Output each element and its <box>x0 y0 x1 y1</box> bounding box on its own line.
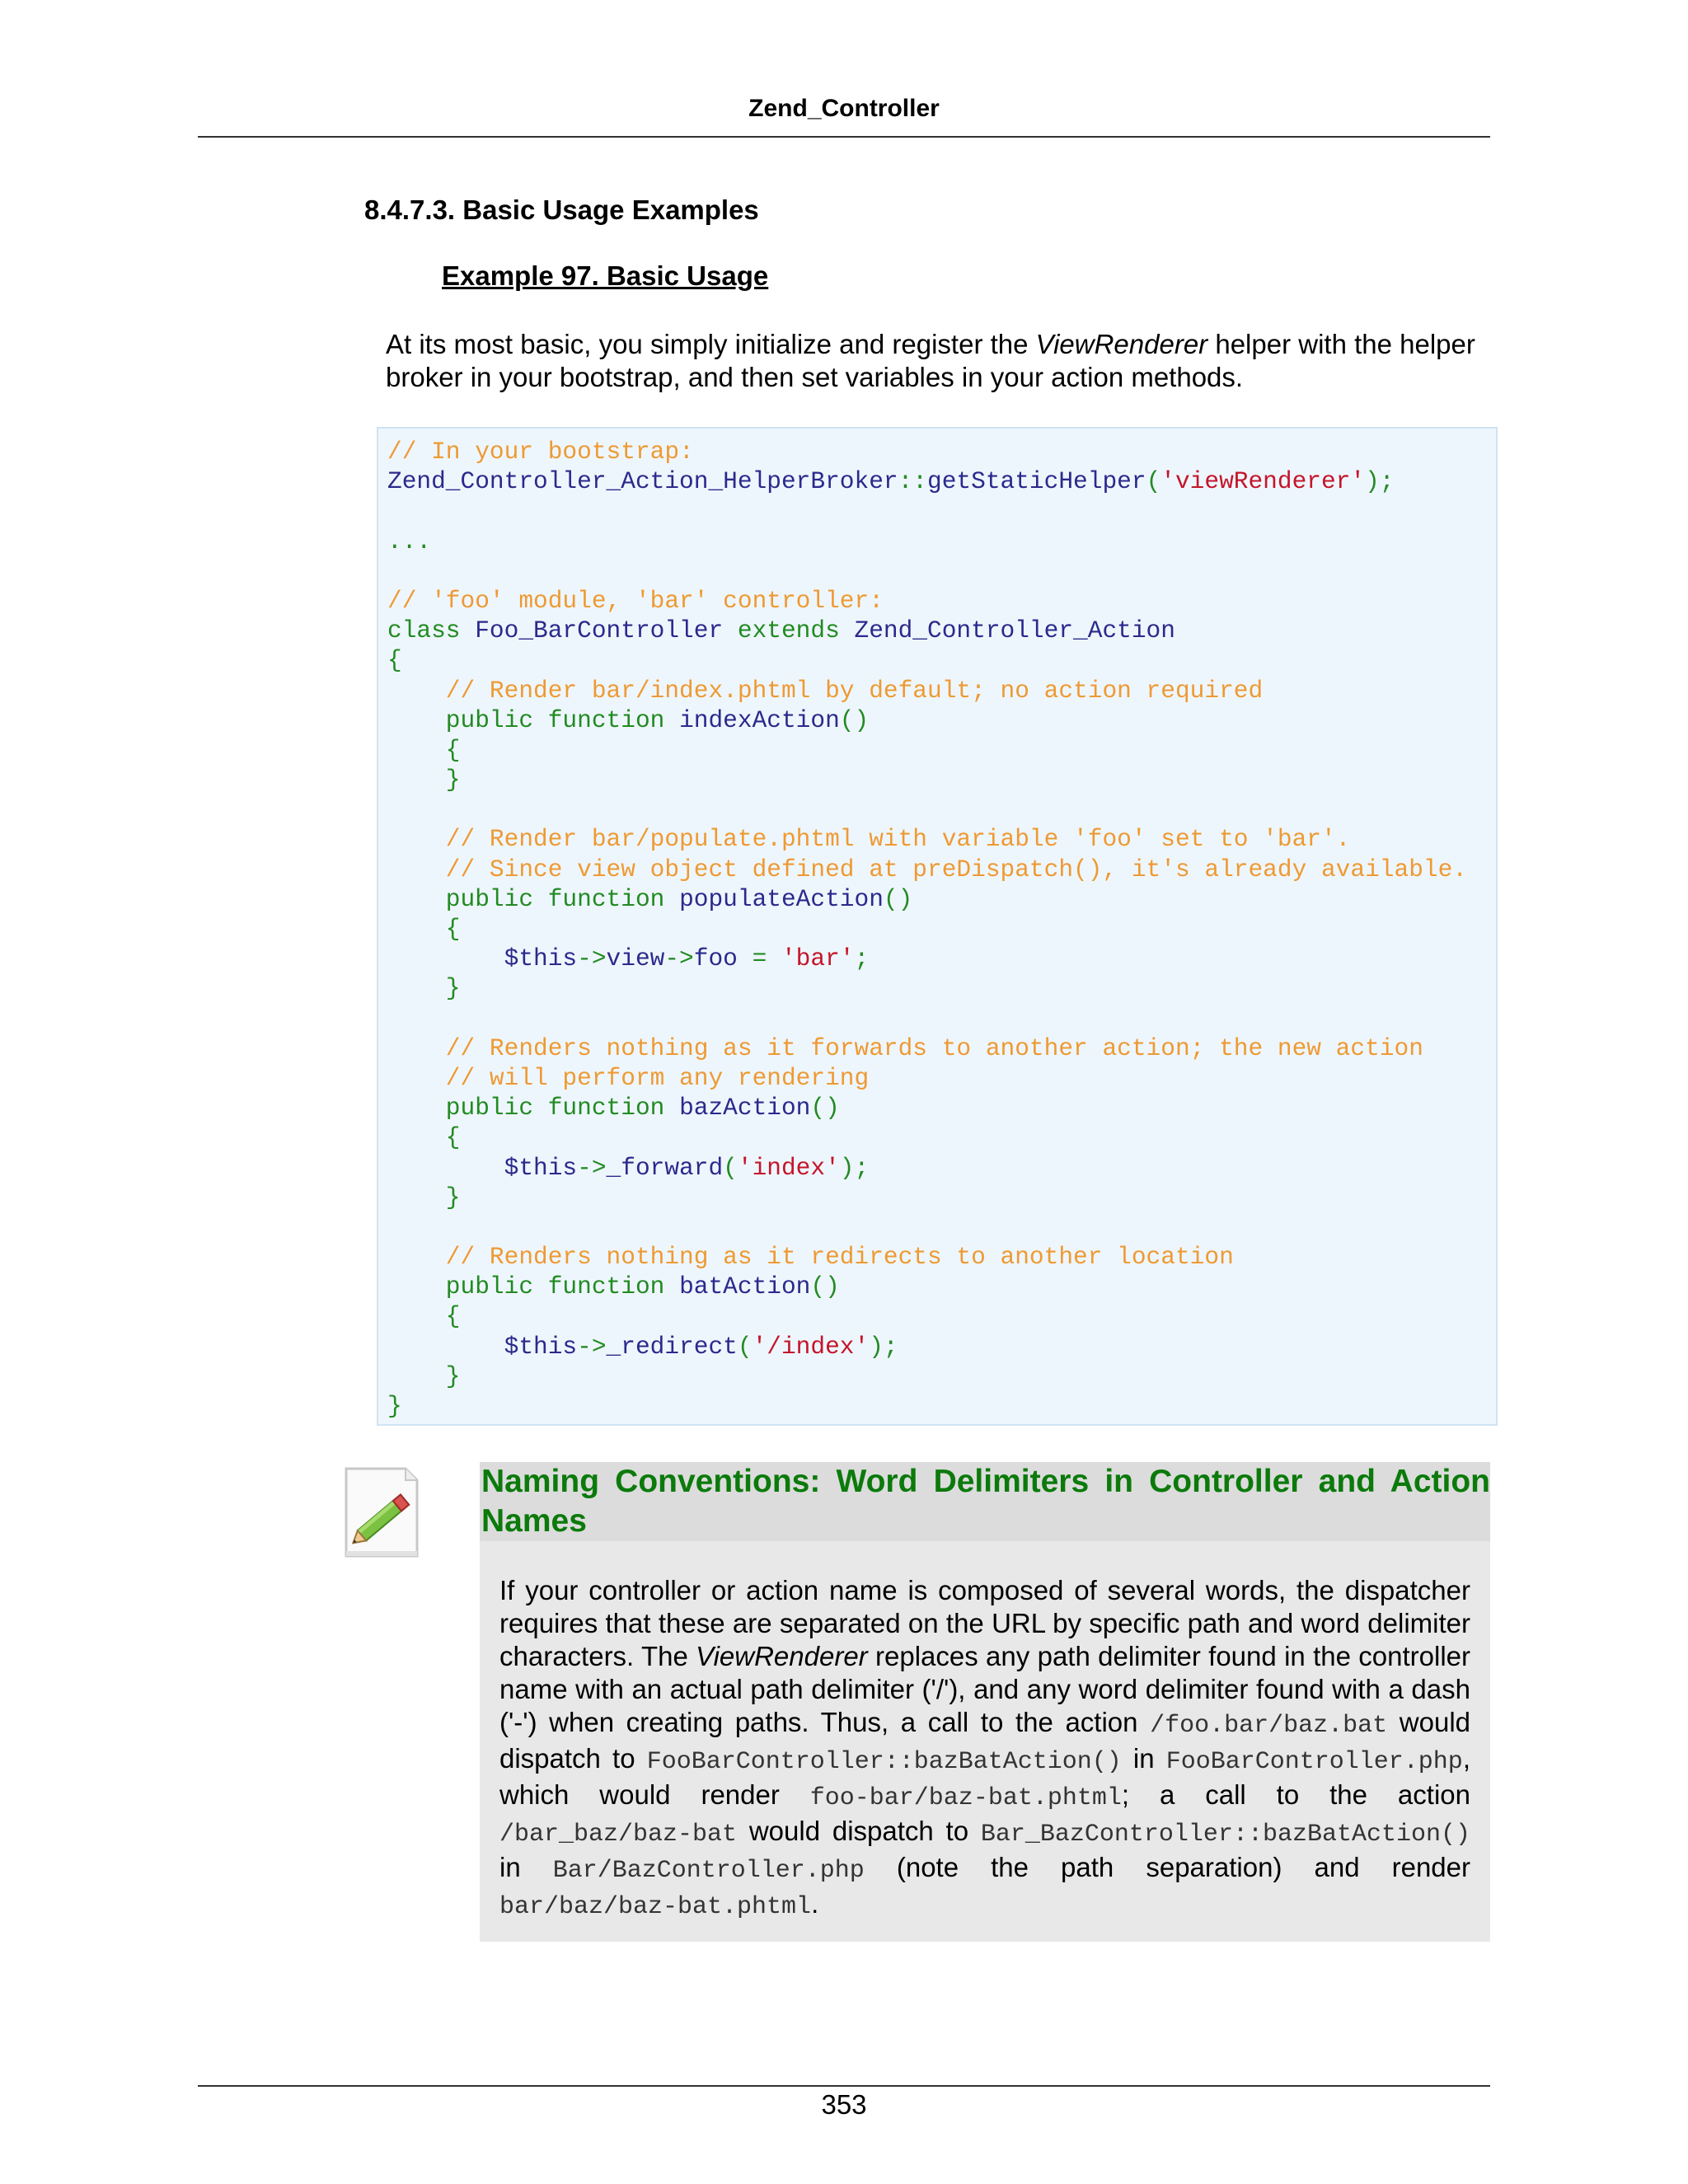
code-line <box>387 556 1496 586</box>
code-token: extends <box>737 616 855 645</box>
code-token: $this <box>387 1153 578 1182</box>
code-token: public function <box>387 705 680 734</box>
code-line <box>387 496 1496 526</box>
code-token: $this <box>387 944 578 973</box>
code-line <box>387 527 1496 556</box>
code-line <box>387 676 1496 705</box>
code-token: public function <box>387 1094 680 1122</box>
note-text: would dispatch to <box>737 1816 981 1846</box>
note-text: in <box>499 1852 553 1882</box>
running-header: Zend_Controller <box>748 95 940 122</box>
code-token: () <box>883 884 913 913</box>
code-token: ); <box>1365 467 1395 496</box>
code-token: '/index' <box>752 1332 870 1361</box>
code-line <box>387 794 1496 824</box>
code-token: -> <box>664 944 694 973</box>
code-token: ( <box>1146 467 1161 496</box>
code-token: } <box>387 1361 461 1390</box>
code-line <box>387 1122 1496 1152</box>
code-token: { <box>387 646 402 675</box>
code-token: // In your bootstrap: <box>387 438 694 466</box>
note-text: (note the path separation) and render <box>864 1852 1470 1882</box>
code-line <box>387 1272 1496 1301</box>
code-token: _redirect <box>606 1332 738 1361</box>
code-inline: bar/baz/baz-bat.phtml <box>499 1893 812 1921</box>
code-line <box>387 1242 1496 1272</box>
code-token: foo <box>693 944 753 973</box>
code-token: public function <box>387 1272 680 1301</box>
code-token: _forward <box>606 1153 724 1182</box>
code-line <box>387 1212 1496 1242</box>
code-line <box>387 1391 1496 1421</box>
code-line <box>387 616 1496 645</box>
page-number: 353 <box>821 2089 867 2120</box>
intro-emphasis: ViewRenderer <box>1035 329 1208 359</box>
code-line <box>387 735 1496 765</box>
code-line <box>387 1004 1496 1033</box>
code-token: { <box>387 735 461 764</box>
code-inline: /bar_baz/baz-bat <box>499 1821 738 1849</box>
footer-rule <box>198 2085 1490 2087</box>
code-line <box>387 1301 1496 1331</box>
section-title: 8.4.7.3. Basic Usage Examples <box>364 194 759 225</box>
code-token: } <box>387 974 461 1003</box>
code-listing <box>377 427 1498 1426</box>
code-line <box>387 973 1496 1003</box>
code-token: public function <box>387 884 680 913</box>
code-token: :: <box>898 467 928 496</box>
code-line <box>387 824 1496 854</box>
code-token: ); <box>869 1332 898 1361</box>
example-title: Example 97. Basic Usage <box>442 260 769 291</box>
code-line <box>387 1093 1496 1122</box>
code-token: indexAction <box>679 705 840 734</box>
code-token: populateAction <box>679 884 884 913</box>
code-token: // Renders nothing as it redirects to another location <box>387 1243 1234 1272</box>
code-token: Zend_Controller_Action_HelperBroker <box>387 467 898 496</box>
code-token: () <box>810 1094 840 1122</box>
code-token: () <box>839 705 870 734</box>
code-token: -> <box>577 1332 607 1361</box>
note-text: in <box>1121 1743 1166 1774</box>
code-token: ( <box>723 1153 738 1182</box>
code-line <box>387 765 1496 794</box>
intro-paragraph <box>386 328 1494 394</box>
note-title: Naming Conventions: Word Delimiters in Controller and Action Names <box>480 1462 1490 1541</box>
code-line <box>387 645 1496 675</box>
note-text: would dispatch to <box>499 1707 1471 1774</box>
code-token: ; <box>854 944 870 973</box>
code-token: class <box>387 616 476 645</box>
code-inline: /foo.bar/baz.bat <box>1150 1712 1388 1740</box>
code-token: 'bar' <box>781 944 855 973</box>
code-token: $this <box>387 1332 578 1361</box>
code-token: } <box>387 1392 402 1420</box>
code-token: view <box>606 944 665 973</box>
code-line <box>387 1183 1496 1212</box>
note-text: replaces any path delimiter found in the controller name with an actual path delimiter ('/'), and any word delimiter found with a dash ('-') when creating paths. Thus, a call to the action <box>499 1641 1470 1737</box>
code-token: { <box>387 1123 461 1152</box>
note-pencil-icon <box>338 1465 424 1561</box>
code-inline: Bar/BazController.php <box>552 1857 865 1885</box>
code-token: 'viewRenderer' <box>1160 467 1366 496</box>
code-line <box>387 855 1496 884</box>
code-token: getStaticHelper <box>927 467 1146 496</box>
code-token: // Renders nothing as it forwards to another action; the new action <box>387 1033 1423 1062</box>
code-line <box>387 466 1496 496</box>
code-line <box>387 586 1496 616</box>
code-token: // Render bar/index.phtml by default; no action required <box>387 676 1264 705</box>
code-token: // Render bar/populate.phtml with variable 'foo' set to 'bar'. <box>387 825 1351 854</box>
code-token: { <box>387 915 461 943</box>
code-token: Foo_BarController <box>475 616 738 645</box>
code-inline: Bar_BazController::bazBatAction() <box>980 1821 1470 1849</box>
code-line <box>387 705 1496 735</box>
code-token: ( <box>737 1332 753 1361</box>
code-token: } <box>387 1183 461 1212</box>
note-text: If your controller or action name is composed of several words, the dispatcher requires that these are separated on the URL by specific path and word delimiter characters. The <box>499 1575 1470 1671</box>
note-body <box>480 1541 1490 1942</box>
code-token: -> <box>577 944 607 973</box>
code-token: { <box>387 1302 461 1331</box>
intro-text: At its most basic, you simply initialize and register the <box>386 329 1036 359</box>
code-inline: FooBarController::bazBatAction() <box>646 1748 1122 1776</box>
code-line <box>387 1063 1496 1093</box>
note-text: , which would render <box>499 1743 1470 1810</box>
code-token: // 'foo' module, 'bar' controller: <box>387 586 884 615</box>
code-token: 'index' <box>737 1153 840 1182</box>
intro-text: helper with the helper broker in your bootstrap, and then set variables in your action methods. <box>386 329 1475 392</box>
note-text: ; a call to the action <box>1121 1779 1470 1810</box>
code-token: } <box>387 766 461 794</box>
code-token: bazAction <box>679 1094 811 1122</box>
code-token: batAction <box>679 1272 811 1301</box>
code-token: // will perform any rendering <box>387 1063 870 1092</box>
code-line <box>387 1332 1496 1361</box>
code-line <box>387 1033 1496 1063</box>
code-line <box>387 944 1496 973</box>
code-token: ... <box>387 527 432 555</box>
code-token: = <box>752 944 781 973</box>
code-inline: foo-bar/baz-bat.phtml <box>809 1784 1122 1812</box>
code-line <box>387 914 1496 944</box>
code-line <box>387 884 1496 914</box>
header-rule <box>198 136 1490 138</box>
code-line <box>387 1361 1496 1391</box>
code-token: () <box>810 1272 840 1301</box>
code-token: Zend_Controller_Action <box>854 616 1175 645</box>
code-token: ); <box>839 1153 870 1182</box>
code-line <box>387 437 1496 466</box>
code-token: // Since view object defined at preDispatch(), it's already available. <box>387 855 1468 883</box>
note-text: ViewRenderer <box>696 1641 868 1671</box>
code-inline: FooBarController.php <box>1165 1748 1463 1776</box>
note-text: . <box>811 1888 819 1919</box>
code-token: -> <box>577 1153 607 1182</box>
code-line <box>387 1153 1496 1183</box>
